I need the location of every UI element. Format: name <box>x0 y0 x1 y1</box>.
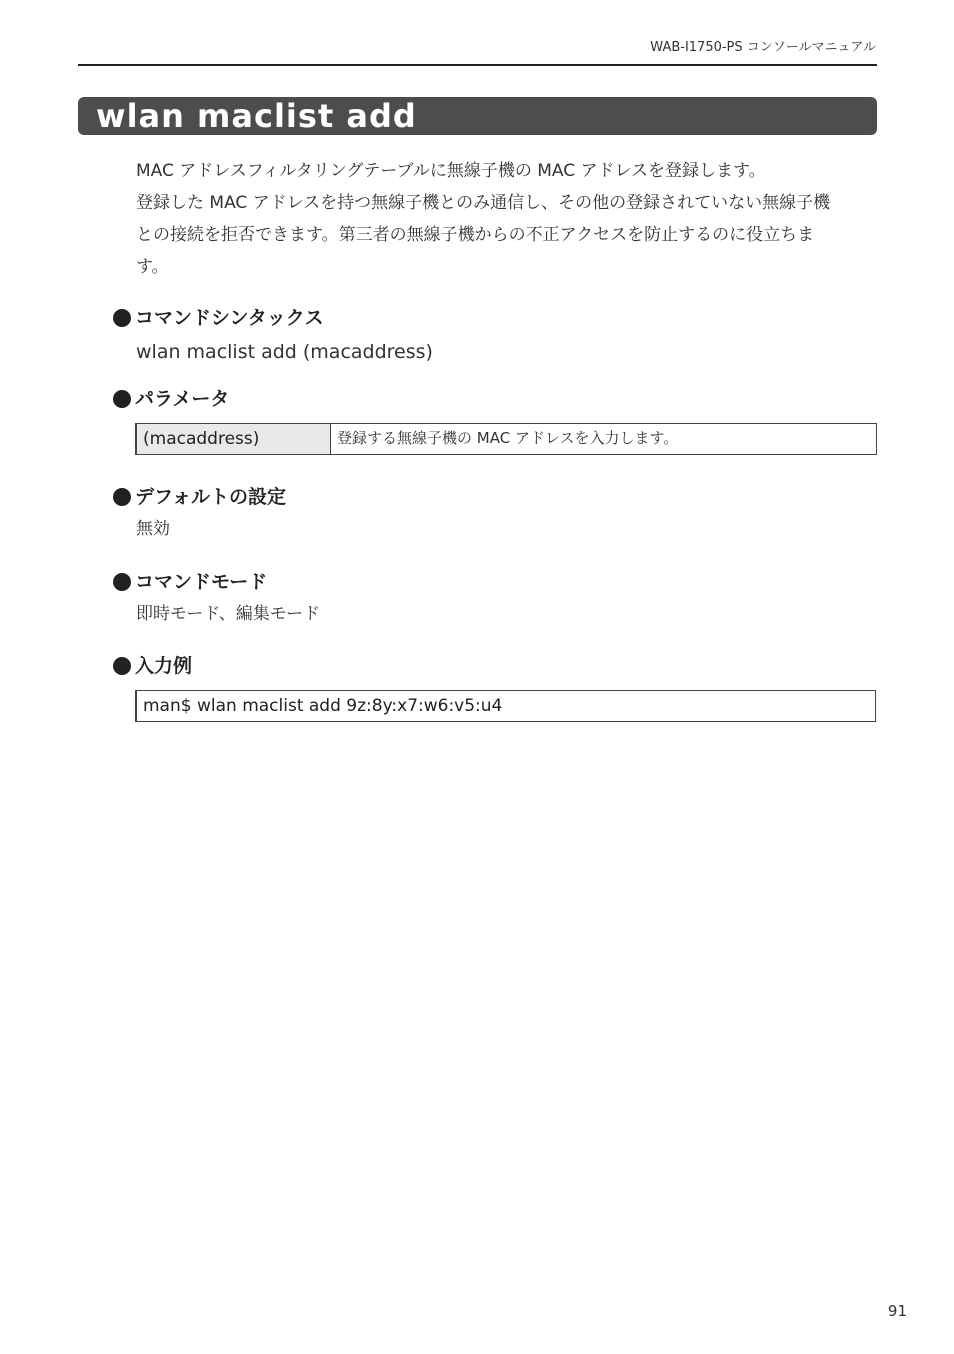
manual-title: WAB-I1750-PS コンソールマニュアル <box>650 40 876 55</box>
parameter-description: 登録する無線子機の MAC アドレスを入力します。 <box>337 429 679 447</box>
example-heading-label: 入力例 <box>135 655 193 677</box>
parameter-name: (macaddress) <box>137 424 331 454</box>
parameters-heading <box>113 386 229 412</box>
intro-paragraph <box>136 155 881 283</box>
intro-line: す。 <box>136 257 169 277</box>
intro-line: MAC アドレスフィルタリングテーブルに無線子機の MAC アドレスを登録します。 <box>136 161 766 181</box>
syntax-heading-label: コマンドシンタックス <box>135 307 324 329</box>
bullet-icon <box>113 309 131 327</box>
parameter-table <box>135 423 877 455</box>
bullet-icon <box>113 488 131 506</box>
page-number: 91 <box>887 1302 907 1320</box>
mode-heading <box>113 569 267 595</box>
default-heading <box>113 484 286 510</box>
mode-heading-label: コマンドモード <box>135 571 268 593</box>
mode-value: 即時モード、編集モード <box>136 604 321 624</box>
example-heading <box>113 653 192 679</box>
bullet-icon <box>113 390 131 408</box>
title-bar <box>78 97 877 135</box>
page-title: wlan maclist add <box>96 97 417 135</box>
bullet-icon <box>113 573 131 591</box>
example-code: man$ wlan maclist add 9z:8y:x7:w6:v5:u4 <box>135 690 876 722</box>
syntax-heading <box>113 305 324 331</box>
intro-line: との接続を拒否できます。第三者の無線子機からの不正アクセスを防止するのに役立ちま <box>136 225 815 245</box>
intro-line: 登録した MAC アドレスを持つ無線子機とのみ通信し、その他の登録されていない無線子機 <box>136 193 831 213</box>
default-heading-label: デフォルトの設定 <box>135 486 287 508</box>
parameters-heading-label: パラメータ <box>135 388 230 410</box>
default-value: 無効 <box>136 519 170 539</box>
syntax-text: wlan maclist add (macaddress) <box>136 341 433 363</box>
bullet-icon <box>113 657 131 675</box>
header-rule <box>78 64 877 66</box>
